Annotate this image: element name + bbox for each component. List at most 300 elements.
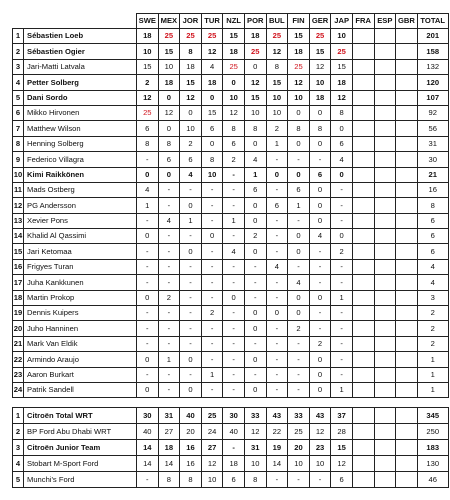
score-cell: - — [223, 440, 245, 456]
score-cell: - — [180, 290, 202, 305]
name-cell: Dani Sordo — [24, 90, 137, 105]
score-cell — [374, 229, 396, 244]
header-esp: ESP — [374, 14, 396, 29]
driver-row — [13, 198, 449, 213]
score-cell: - — [288, 367, 310, 382]
name-cell: Citroën Total WRT — [24, 408, 137, 424]
score-cell — [352, 136, 374, 151]
score-cell — [374, 336, 396, 351]
score-cell: 0 — [223, 290, 245, 305]
total-cell: 130 — [417, 456, 448, 472]
name-cell: Frigyes Turan — [24, 259, 137, 274]
position-cell: 3 — [13, 440, 24, 456]
score-cell — [374, 424, 396, 440]
score-cell: 30 — [223, 408, 245, 424]
score-cell: 0 — [137, 229, 159, 244]
score-cell: 10 — [288, 90, 310, 105]
score-cell: 31 — [158, 408, 180, 424]
score-cell: - — [223, 259, 245, 274]
name-cell: Xevier Pons — [24, 213, 137, 228]
score-cell — [374, 167, 396, 182]
score-cell: - — [223, 167, 245, 182]
score-cell: 12 — [201, 456, 223, 472]
name-cell: Petter Solberg — [24, 75, 137, 90]
score-cell: 2 — [180, 136, 202, 151]
score-cell — [396, 213, 418, 228]
total-cell: 4 — [417, 275, 448, 290]
score-cell: - — [223, 321, 245, 336]
score-cell: - — [266, 336, 288, 351]
score-cell: - — [158, 336, 180, 351]
score-cell: 8 — [223, 121, 245, 136]
position-cell: 21 — [13, 336, 24, 351]
score-cell — [396, 275, 418, 290]
score-cell: 6 — [201, 121, 223, 136]
score-cell — [374, 198, 396, 213]
score-cell: 8 — [266, 59, 288, 74]
score-cell: - — [158, 244, 180, 259]
score-cell: 12 — [288, 75, 310, 90]
score-cell: 12 — [266, 44, 288, 59]
score-cell: - — [180, 321, 202, 336]
score-cell — [352, 29, 374, 44]
score-cell: 43 — [266, 408, 288, 424]
header-swe: SWE — [137, 14, 159, 29]
name-cell: Stobart M-Sport Ford — [24, 456, 137, 472]
score-cell: - — [137, 472, 159, 488]
score-cell — [396, 336, 418, 351]
score-cell: 23 — [309, 440, 331, 456]
score-cell — [352, 336, 374, 351]
score-cell: 1 — [288, 198, 310, 213]
name-cell: Jari-Matti Latvala — [24, 59, 137, 74]
driver-row — [13, 275, 449, 290]
score-cell: - — [244, 275, 266, 290]
name-cell: Mikko Hirvonen — [24, 105, 137, 120]
score-cell: 0 — [137, 290, 159, 305]
total-cell: 46 — [417, 472, 448, 488]
total-cell: 183 — [417, 440, 448, 456]
header-blank-pos — [13, 14, 24, 29]
score-cell: 2 — [288, 321, 310, 336]
score-cell — [374, 290, 396, 305]
score-cell: - — [180, 367, 202, 382]
score-cell — [396, 408, 418, 424]
score-cell: - — [137, 152, 159, 167]
score-cell: 6 — [223, 472, 245, 488]
score-cell — [396, 121, 418, 136]
score-cell: - — [158, 229, 180, 244]
score-cell: - — [309, 244, 331, 259]
score-cell: 6 — [180, 152, 202, 167]
score-cell: 0 — [244, 306, 266, 321]
score-cell: 0 — [309, 182, 331, 197]
score-cell: - — [137, 244, 159, 259]
score-cell — [396, 472, 418, 488]
score-cell: 10 — [137, 44, 159, 59]
score-cell: - — [309, 152, 331, 167]
score-cell: 12 — [331, 456, 353, 472]
score-cell: 2 — [223, 152, 245, 167]
score-cell: - — [201, 198, 223, 213]
score-cell: 16 — [180, 440, 202, 456]
score-cell: - — [180, 275, 202, 290]
score-cell: 18 — [223, 456, 245, 472]
driver-rows — [13, 29, 449, 398]
name-cell: Armindo Araujo — [24, 352, 137, 367]
name-cell: Mark Van Eldik — [24, 336, 137, 351]
header-bul: BUL — [266, 14, 288, 29]
score-cell: 18 — [331, 75, 353, 90]
score-cell: - — [331, 182, 353, 197]
score-cell — [352, 275, 374, 290]
position-cell: 1 — [13, 408, 24, 424]
score-cell: 8 — [180, 44, 202, 59]
score-cell: 0 — [137, 352, 159, 367]
score-cell — [374, 59, 396, 74]
name-cell: Sébastien Loeb — [24, 29, 137, 44]
score-cell: - — [201, 244, 223, 259]
driver-row — [13, 75, 449, 90]
score-cell: - — [201, 382, 223, 397]
header-blank-name — [24, 14, 137, 29]
score-cell: - — [266, 321, 288, 336]
score-cell: 8 — [309, 121, 331, 136]
score-cell: - — [180, 336, 202, 351]
score-cell: - — [158, 367, 180, 382]
score-cell — [374, 306, 396, 321]
score-cell: - — [201, 290, 223, 305]
score-cell: - — [223, 352, 245, 367]
team-row — [13, 456, 449, 472]
score-cell: 0 — [244, 59, 266, 74]
score-cell — [352, 213, 374, 228]
score-cell — [374, 136, 396, 151]
score-cell: - — [137, 336, 159, 351]
score-cell: 0 — [331, 121, 353, 136]
score-cell: - — [137, 367, 159, 382]
name-cell: Munchi's Ford — [24, 472, 137, 488]
score-cell — [396, 424, 418, 440]
score-cell: 1 — [223, 213, 245, 228]
score-cell: 10 — [180, 121, 202, 136]
score-cell: 0 — [137, 167, 159, 182]
total-cell: 16 — [417, 182, 448, 197]
score-cell: - — [180, 306, 202, 321]
score-cell — [396, 90, 418, 105]
score-cell: 8 — [137, 136, 159, 151]
driver-row — [13, 152, 449, 167]
score-cell: 20 — [288, 440, 310, 456]
score-cell: 8 — [158, 136, 180, 151]
score-cell: - — [201, 336, 223, 351]
score-cell: 12 — [331, 90, 353, 105]
score-cell: 2 — [266, 121, 288, 136]
score-cell: 2 — [331, 244, 353, 259]
position-cell: 15 — [13, 244, 24, 259]
total-cell: 201 — [417, 29, 448, 44]
score-cell: 22 — [266, 424, 288, 440]
score-cell — [374, 213, 396, 228]
score-cell: 25 — [137, 105, 159, 120]
score-cell: 4 — [266, 259, 288, 274]
score-cell: - — [309, 306, 331, 321]
score-cell: - — [223, 306, 245, 321]
header-jor: JOR — [180, 14, 202, 29]
score-cell — [374, 152, 396, 167]
position-cell: 23 — [13, 367, 24, 382]
total-cell: 2 — [417, 306, 448, 321]
score-cell: 25 — [223, 59, 245, 74]
header-por: POR — [244, 14, 266, 29]
driver-row — [13, 321, 449, 336]
score-cell: 10 — [288, 456, 310, 472]
score-cell: 1 — [331, 382, 353, 397]
total-cell: 8 — [417, 198, 448, 213]
score-cell: - — [331, 352, 353, 367]
score-cell: - — [158, 321, 180, 336]
position-cell: 2 — [13, 44, 24, 59]
score-cell: 4 — [180, 167, 202, 182]
score-cell: 0 — [244, 382, 266, 397]
score-cell: 8 — [244, 472, 266, 488]
score-cell: 6 — [137, 121, 159, 136]
score-cell: 0 — [158, 90, 180, 105]
name-cell: Henning Solberg — [24, 136, 137, 151]
score-cell: 19 — [266, 440, 288, 456]
score-cell — [396, 259, 418, 274]
score-cell — [374, 182, 396, 197]
score-cell — [374, 382, 396, 397]
team-row — [13, 440, 449, 456]
score-cell — [352, 182, 374, 197]
score-cell: 4 — [137, 182, 159, 197]
score-cell — [352, 259, 374, 274]
score-cell: - — [137, 259, 159, 274]
score-cell: 0 — [158, 121, 180, 136]
team-row — [13, 472, 449, 488]
score-cell: 0 — [137, 382, 159, 397]
position-cell: 1 — [13, 29, 24, 44]
driver-row — [13, 105, 449, 120]
total-cell: 107 — [417, 90, 448, 105]
score-cell — [396, 352, 418, 367]
score-cell: 1 — [201, 367, 223, 382]
score-cell — [396, 59, 418, 74]
score-cell: 15 — [137, 59, 159, 74]
score-cell: 4 — [223, 244, 245, 259]
score-cell: - — [201, 213, 223, 228]
position-cell: 16 — [13, 259, 24, 274]
total-cell: 56 — [417, 121, 448, 136]
score-cell — [352, 367, 374, 382]
total-cell: 1 — [417, 352, 448, 367]
score-cell: - — [288, 336, 310, 351]
score-cell: - — [180, 259, 202, 274]
score-cell: 0 — [244, 198, 266, 213]
score-cell: 10 — [331, 29, 353, 44]
score-cell: 0 — [288, 167, 310, 182]
score-cell: 1 — [137, 198, 159, 213]
score-cell: 14 — [266, 456, 288, 472]
header-total: TOTAL — [417, 14, 448, 29]
score-cell — [374, 456, 396, 472]
score-cell: 25 — [288, 59, 310, 74]
score-cell — [352, 290, 374, 305]
name-cell: Sébastien Ogier — [24, 44, 137, 59]
score-cell: 2 — [201, 306, 223, 321]
score-cell: 0 — [223, 75, 245, 90]
header-nzl: NZL — [223, 14, 245, 29]
score-cell — [374, 259, 396, 274]
score-cell: 0 — [266, 306, 288, 321]
score-cell: 0 — [288, 136, 310, 151]
score-cell: - — [137, 275, 159, 290]
score-cell — [396, 456, 418, 472]
score-cell: 0 — [244, 352, 266, 367]
position-cell: 10 — [13, 167, 24, 182]
score-cell: 8 — [331, 105, 353, 120]
score-cell: 25 — [180, 29, 202, 44]
score-cell — [396, 75, 418, 90]
score-cell — [396, 44, 418, 59]
driver-row — [13, 213, 449, 228]
score-cell — [396, 136, 418, 151]
score-cell: - — [331, 275, 353, 290]
driver-row — [13, 259, 449, 274]
score-cell: 24 — [201, 424, 223, 440]
score-cell: 4 — [331, 152, 353, 167]
score-cell — [374, 367, 396, 382]
score-cell: 10 — [309, 75, 331, 90]
position-cell: 19 — [13, 306, 24, 321]
score-cell: 15 — [158, 44, 180, 59]
score-cell: 27 — [201, 440, 223, 456]
team-row — [13, 408, 449, 424]
score-cell: 0 — [309, 213, 331, 228]
score-cell: - — [266, 275, 288, 290]
score-cell: - — [223, 198, 245, 213]
score-cell: - — [288, 352, 310, 367]
score-cell: 10 — [266, 105, 288, 120]
score-cell: 12 — [244, 75, 266, 90]
score-cell: 25 — [244, 44, 266, 59]
score-cell — [396, 105, 418, 120]
score-cell: 15 — [201, 105, 223, 120]
score-cell — [374, 321, 396, 336]
score-cell: 0 — [266, 167, 288, 182]
score-cell: 0 — [288, 290, 310, 305]
team-standings-table — [12, 407, 449, 488]
score-cell: - — [266, 182, 288, 197]
score-cell: 0 — [201, 229, 223, 244]
driver-row — [13, 182, 449, 197]
score-cell: 0 — [201, 136, 223, 151]
score-cell — [352, 105, 374, 120]
score-cell — [352, 424, 374, 440]
score-cell: 18 — [137, 29, 159, 44]
score-cell — [352, 44, 374, 59]
score-cell: - — [331, 198, 353, 213]
position-cell: 4 — [13, 75, 24, 90]
score-cell — [396, 382, 418, 397]
score-cell: 18 — [158, 440, 180, 456]
score-cell: - — [288, 382, 310, 397]
score-cell: - — [309, 259, 331, 274]
position-cell: 18 — [13, 290, 24, 305]
score-cell: - — [223, 367, 245, 382]
score-cell: 1 — [158, 352, 180, 367]
score-cell — [396, 440, 418, 456]
position-cell: 9 — [13, 152, 24, 167]
score-cell: - — [266, 382, 288, 397]
score-cell — [352, 121, 374, 136]
score-cell — [352, 75, 374, 90]
driver-row — [13, 59, 449, 74]
name-cell: Khalid Al Qassimi — [24, 229, 137, 244]
score-cell: 8 — [201, 152, 223, 167]
total-cell: 1 — [417, 367, 448, 382]
score-cell: 4 — [158, 213, 180, 228]
score-cell: - — [201, 259, 223, 274]
score-cell: - — [137, 213, 159, 228]
score-cell — [374, 352, 396, 367]
score-cell: 18 — [180, 59, 202, 74]
score-cell: 33 — [244, 408, 266, 424]
score-cell: 30 — [137, 408, 159, 424]
score-cell: 6 — [288, 182, 310, 197]
score-cell: 31 — [244, 440, 266, 456]
driver-row — [13, 44, 449, 59]
total-cell: 1 — [417, 382, 448, 397]
score-cell: 10 — [244, 456, 266, 472]
score-cell: 2 — [137, 75, 159, 90]
position-cell: 20 — [13, 321, 24, 336]
score-cell: - — [266, 244, 288, 259]
score-cell: 15 — [266, 75, 288, 90]
score-cell: 6 — [331, 136, 353, 151]
score-cell: 15 — [309, 44, 331, 59]
score-cell — [352, 198, 374, 213]
score-cell: 12 — [309, 424, 331, 440]
score-cell: - — [158, 259, 180, 274]
score-cell: - — [331, 213, 353, 228]
header-tur: TUR — [201, 14, 223, 29]
score-cell — [396, 229, 418, 244]
score-cell: 12 — [158, 105, 180, 120]
score-cell: - — [266, 352, 288, 367]
score-cell: 14 — [137, 456, 159, 472]
position-cell: 2 — [13, 424, 24, 440]
driver-row — [13, 367, 449, 382]
score-cell: 40 — [223, 424, 245, 440]
total-cell: 132 — [417, 59, 448, 74]
position-cell: 8 — [13, 136, 24, 151]
score-cell — [374, 121, 396, 136]
score-cell — [396, 244, 418, 259]
position-cell: 13 — [13, 213, 24, 228]
score-cell: - — [288, 152, 310, 167]
score-cell: - — [288, 259, 310, 274]
score-cell: - — [223, 182, 245, 197]
score-cell: - — [331, 336, 353, 351]
total-cell: 6 — [417, 229, 448, 244]
name-cell: Matthew Wilson — [24, 121, 137, 136]
score-cell: 0 — [180, 105, 202, 120]
score-cell: - — [158, 182, 180, 197]
score-cell: 0 — [331, 167, 353, 182]
score-cell: 18 — [223, 44, 245, 59]
